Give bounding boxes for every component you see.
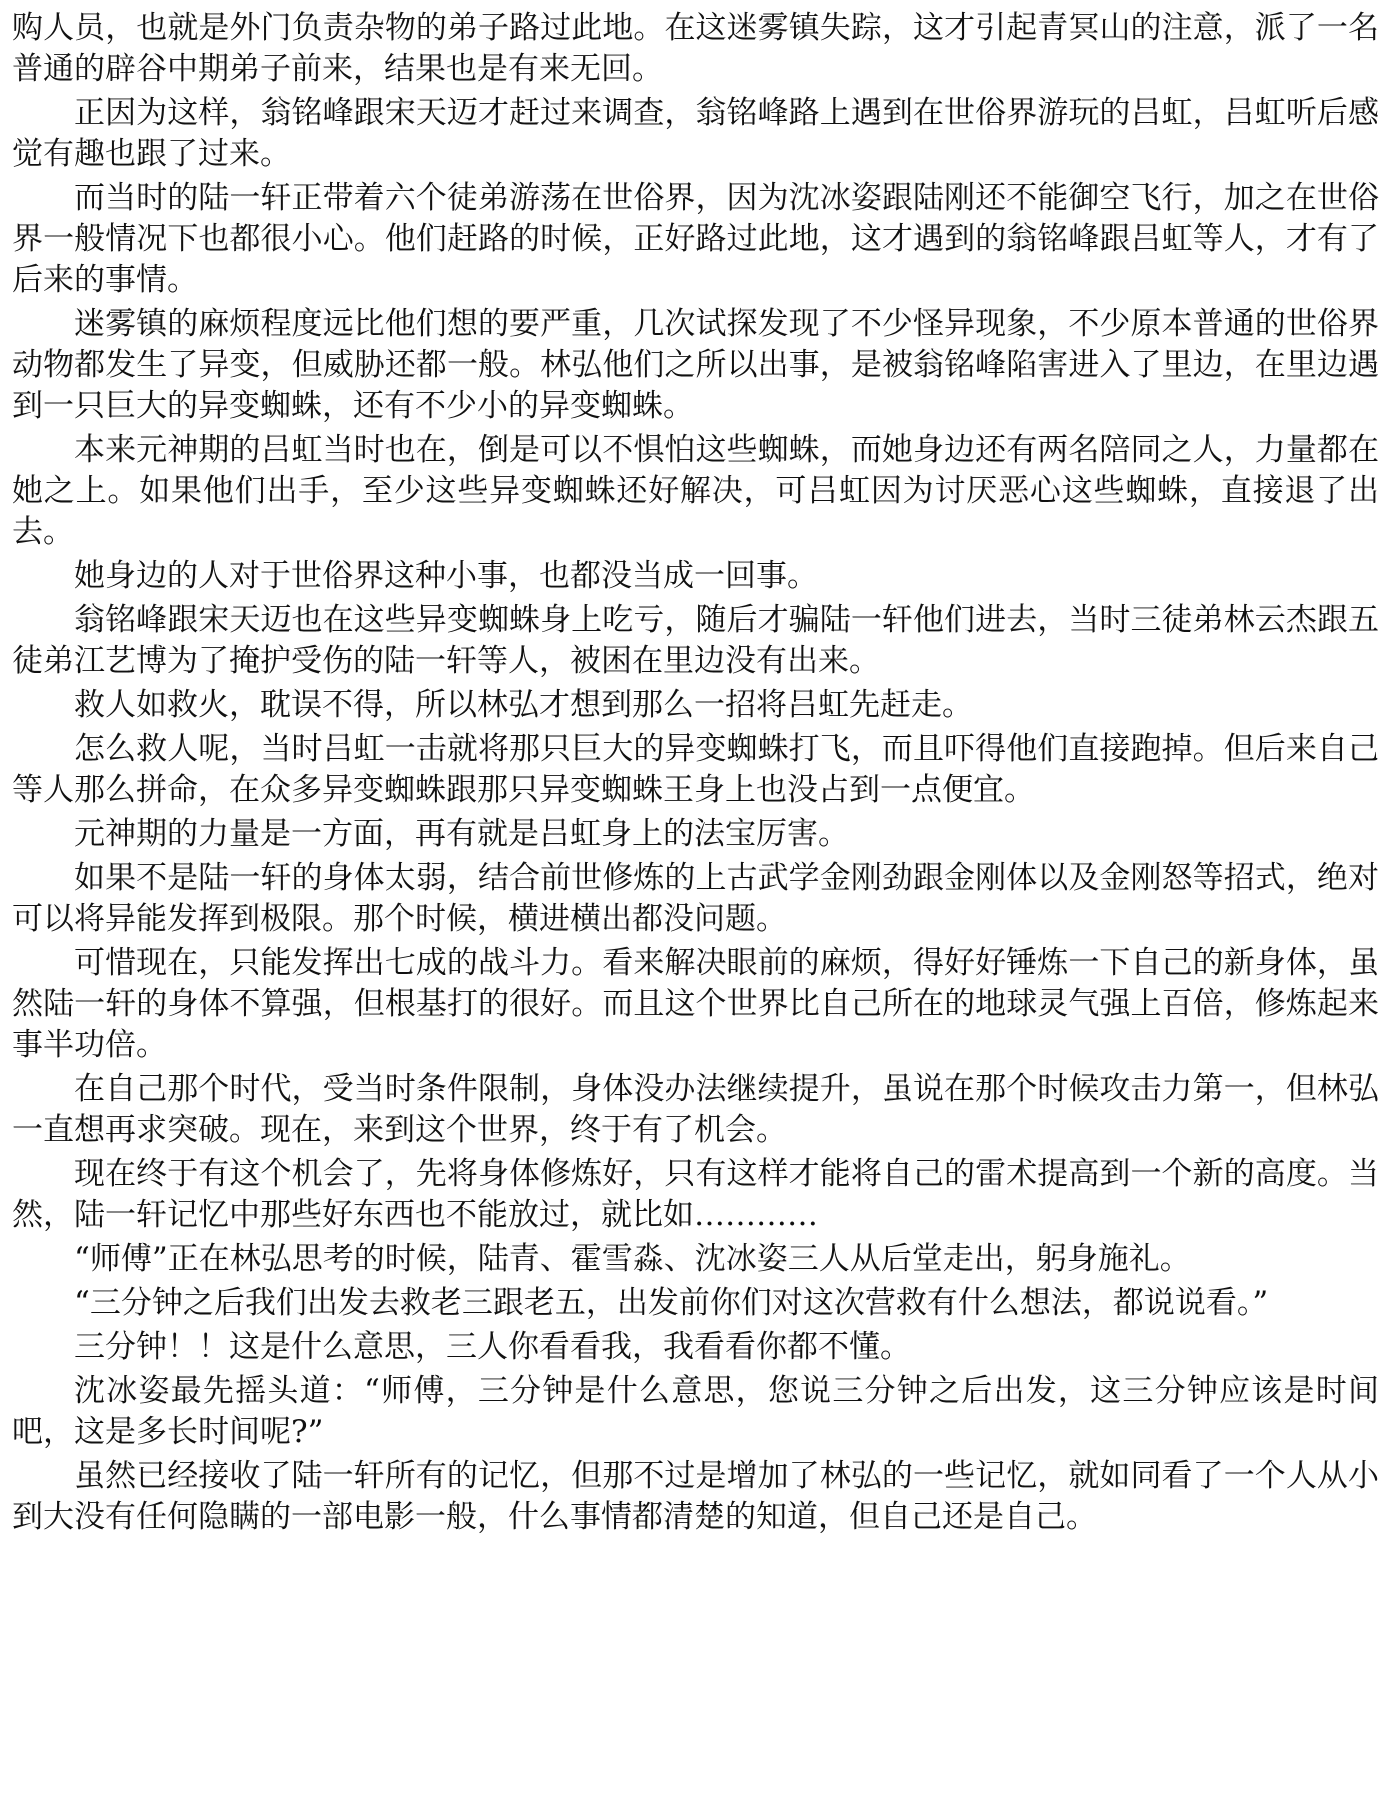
paragraph: 现在终于有这个机会了，先将身体修炼好，只有这样才能将自己的雷术提高到一个新的高度。当然，陆一轩记忆中那些好东西也不能放过，就比如………… xyxy=(12,1156,1379,1233)
paragraph: 如果不是陆一轩的身体太弱，结合前世修炼的上古武学金刚劲跟金刚体以及金刚怒等招式，绝对可以将异能发挥到极限。那个时候，横进横出都没问题。 xyxy=(12,860,1379,937)
paragraph: 正因为这样，翁铭峰跟宋天迈才赶过来调查，翁铭峰路上遇到在世俗界游玩的吕虹，吕虹听后感觉有趣也跟了过来。 xyxy=(12,95,1379,172)
paragraph: 元神期的力量是一方面，再有就是吕虹身上的法宝厉害。 xyxy=(74,816,849,852)
paragraph: 她身边的人对于世俗界这种小事，也都没当成一回事。 xyxy=(74,558,818,594)
paragraph: “三分钟之后我们出发去救老三跟老五，出发前你们对这次营救有什么想法，都说说看。” xyxy=(74,1285,1269,1321)
paragraph: 而当时的陆一轩正带着六个徒弟游荡在世俗界，因为沈冰姿跟陆刚还不能御空飞行，加之在世俗界一般情况下也都很小心。他们赶路的时候，正好路过此地，这才遇到的翁铭峰跟吕虹等人，才有了后来的事情。 xyxy=(12,180,1379,298)
paragraph: 三分钟！！这是什么意思，三人你看看我，我看看你都不懂。 xyxy=(74,1329,911,1365)
paragraph: 可惜现在，只能发挥出七成的战斗力。看来解决眼前的麻烦，得好好锤炼一下自己的新身体，虽然陆一轩的身体不算强，但根基打的很好。而且这个世界比自己所在的地球灵气强上百倍，修炼起来事半功倍。 xyxy=(12,945,1379,1063)
text-body xyxy=(12,8,1379,1538)
paragraph: 本来元神期的吕虹当时也在，倒是可以不惧怕这些蜘蛛，而她身边还有两名陪同之人，力量都在她之上。如果他们出手，至少这些异变蜘蛛还好解决，可吕虹因为讨厌恶心这些蜘蛛，直接退了出去。 xyxy=(12,432,1379,550)
paragraph: 沈冰姿最先摇头道：“师傅，三分钟是什么意思，您说三分钟之后出发，这三分钟应该是时间吧，这是多长时间呢?” xyxy=(12,1373,1379,1450)
paragraph: 翁铭峰跟宋天迈也在这些异变蜘蛛身上吃亏，随后才骗陆一轩他们进去，当时三徒弟林云杰跟五徒弟江艺博为了掩护受伤的陆一轩等人，被困在里边没有出来。 xyxy=(12,602,1379,679)
paragraph: 怎么救人呢，当时吕虹一击就将那只巨大的异变蜘蛛打飞，而且吓得他们直接跑掉。但后来自己等人那么拼命，在众多异变蜘蛛跟那只异变蜘蛛王身上也没占到一点便宜。 xyxy=(12,731,1379,808)
paragraph: 迷雾镇的麻烦程度远比他们想的要严重，几次试探发现了不少怪异现象，不少原本普通的世俗界动物都发生了异变，但威胁还都一般。林弘他们之所以出事，是被翁铭峰陷害进入了里边，在里边遇到一只巨大的异变蜘蛛，还有不少小的异变蜘蛛。 xyxy=(12,306,1379,424)
paragraph: 虽然已经接收了陆一轩所有的记忆，但那不过是增加了林弘的一些记忆，就如同看了一个人从小到大没有任何隐瞒的一部电影一般，什么事情都清楚的知道，但自己还是自己。 xyxy=(12,1458,1379,1535)
paragraph: 购人员，也就是外门负责杂物的弟子路过此地。在这迷雾镇失踪，这才引起青冥山的注意，派了一名普通的辟谷中期弟子前来，结果也是有来无回。 xyxy=(12,10,1379,87)
paragraph: “师傅”正在林弘思考的时候，陆青、霍雪淼、沈冰姿三人从后堂走出，躬身施礼。 xyxy=(74,1241,1191,1277)
paragraph: 在自己那个时代，受当时条件限制，身体没办法继续提升，虽说在那个时候攻击力第一，但林弘一直想再求突破。现在，来到这个世界，终于有了机会。 xyxy=(12,1071,1379,1148)
paragraph: 救人如救火，耽误不得，所以林弘才想到那么一招将吕虹先赶走。 xyxy=(74,687,973,723)
